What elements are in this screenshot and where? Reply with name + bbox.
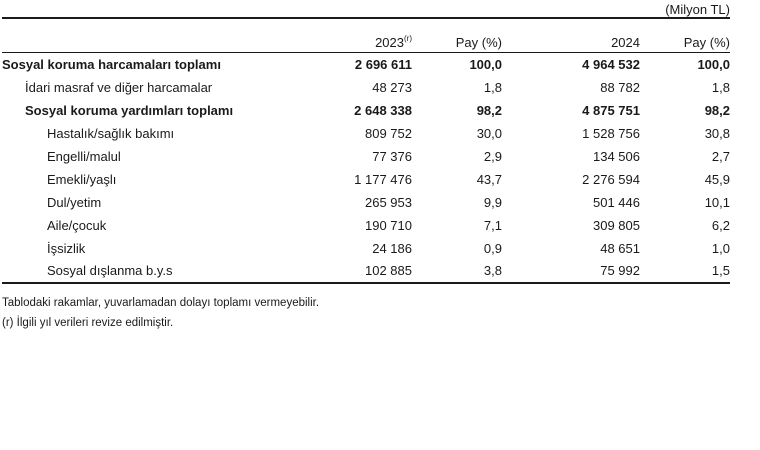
row-label: Sosyal koruma yardımları toplamı [25,102,234,118]
share-2024: 1,8 [711,79,730,95]
table-notes [2,293,319,333]
value-2024: 501 446 [593,194,640,210]
value-2024: 75 992 [600,263,640,278]
share-2023: 1,8 [483,79,502,95]
note-rounding: Tablodaki rakamlar, yuvarlamadan dolayı toplamı vermeyebilir. [2,297,320,309]
table-row [2,237,730,260]
value-2023: 48 273 [372,79,412,95]
value-2024: 309 805 [593,217,640,233]
share-2023: 9,9 [483,194,502,210]
value-2024: 88 782 [600,79,640,95]
value-2023: 190 710 [365,217,412,233]
social-protection-table-container [2,17,730,284]
share-2023: 30,0 [476,125,502,141]
share-2024: 98,2 [704,102,730,118]
table-row [2,168,730,191]
row-label: İdari masraf ve diğer harcamalar [25,79,213,95]
table-row [2,191,730,214]
share-2023: 43,7 [476,171,502,187]
header-pay-2024: Pay (%) [683,35,730,50]
share-2024: 1,5 [711,263,730,278]
row-label: Sosyal dışlanma b.y.s [47,263,173,278]
share-2023: 98,2 [476,102,502,118]
share-2024: 2,7 [711,148,730,164]
share-2024: 1,0 [711,240,730,256]
table-row [2,99,730,122]
table-row [2,260,730,283]
header-pay-2023: Pay (%) [455,35,502,50]
value-2023: 809 752 [365,125,412,141]
note-revised: (r) İlgili yıl verileri revize edilmiştir. [2,317,174,329]
table-row [2,76,730,99]
social-protection-expenditure-table [2,17,730,284]
value-2023: 77 376 [372,148,412,164]
table-row [2,53,730,76]
header-2023 [272,18,412,53]
table-row [2,122,730,145]
row-label: Aile/çocuk [47,217,107,233]
share-2023: 0,9 [483,240,502,256]
table-row [2,214,730,237]
share-2024: 45,9 [704,171,730,187]
row-label: Hastalık/sağlık bakımı [47,125,175,141]
value-2024: 1 528 756 [582,125,640,141]
value-2023: 1 177 476 [354,171,412,187]
value-2024: 2 276 594 [582,171,640,187]
share-2024: 6,2 [711,217,730,233]
value-2023: 2 696 611 [354,56,412,72]
row-label: İşsizlik [47,240,86,256]
value-2023: 102 885 [365,263,412,278]
value-2024: 48 651 [600,240,640,256]
share-2024: 10,1 [704,194,730,210]
header-2023-text: 2023 [375,35,404,50]
header-label [2,18,272,53]
value-2023: 2 648 338 [354,102,412,118]
row-label: Sosyal koruma harcamaları toplamı [2,56,221,72]
value-2023: 265 953 [365,194,412,210]
share-2023: 100,0 [469,56,502,72]
row-label: Dul/yetim [47,194,102,210]
header-2024: 2024 [611,35,640,50]
share-2023: 3,8 [483,263,502,278]
share-2024: 30,8 [704,125,730,141]
value-2024: 4 964 532 [582,56,640,72]
revised-marker: (r) [404,34,412,43]
share-2023: 7,1 [483,217,502,233]
row-label: Emekli/yaşlı [47,171,117,187]
table-row [2,145,730,168]
value-2024: 4 875 751 [582,102,640,118]
unit-label: (Milyon TL) [665,2,730,17]
share-2024: 100,0 [697,56,730,72]
value-2024: 134 506 [593,148,640,164]
share-2023: 2,9 [483,148,502,164]
value-2023: 24 186 [372,240,412,256]
table-header-row [2,18,730,53]
row-label: Engelli/malul [47,148,121,164]
